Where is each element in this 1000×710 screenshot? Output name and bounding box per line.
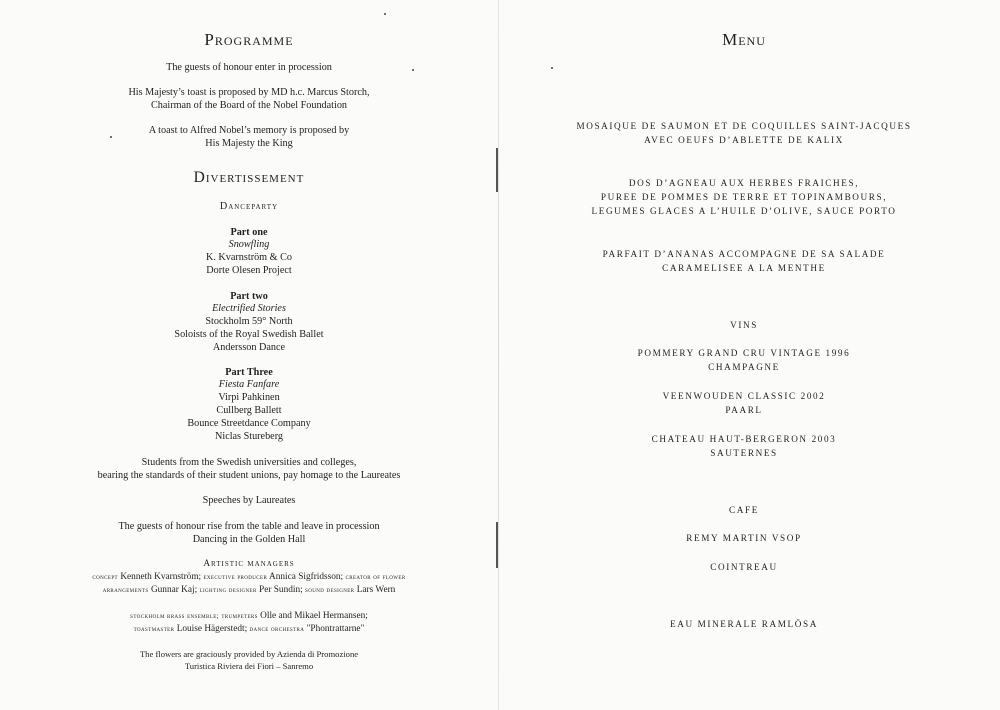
credit-role: toastmaster — [133, 624, 175, 633]
part-title: Snowfling — [228, 239, 270, 250]
part-heading: Part two — [230, 291, 268, 302]
course-line: PARFAIT D’ANANAS ACCOMPAGNE DE SA SALADE — [602, 249, 886, 259]
credit-name: Kenneth Kvarnström; — [120, 572, 202, 582]
credit-role: creator of flower — [345, 572, 406, 581]
course-line: MOSAIQUE DE SAUMON ET DE COQUILLES SAINT-JACQUES — [576, 121, 912, 131]
speeches-text: Speeches by Laureates — [202, 495, 296, 506]
performer: K. Kvarnström & Co — [205, 252, 293, 263]
course-line: DOS D’AGNEAU AUX HERBES FRAICHES, — [628, 178, 860, 188]
students-text: Students from the Swedish universities and colleges, — [141, 457, 357, 468]
part-heading: Part Three — [225, 367, 273, 378]
credit-name: Gunnar Kaj; — [150, 585, 198, 595]
course-line: CARAMELISEE A LA MENTHE — [662, 263, 826, 273]
leave-text: Dancing in the Golden Hall — [192, 534, 306, 545]
flowers-text: The flowers are graciously provided by Azienda di Promozione — [139, 649, 359, 659]
credit-name: Olle and Mikael Hermansen; — [260, 611, 368, 621]
wine-line: CHAMPAGNE — [708, 362, 780, 372]
credit-role: executive producer — [203, 572, 268, 581]
digestif-line: COINTREAU — [710, 562, 778, 572]
credits-line — [0, 623, 498, 636]
wine-line: POMMERY GRAND CRU VINTAGE 1996 — [637, 348, 851, 358]
credits-heading: Artistic managers — [203, 559, 295, 569]
credit-role: concept — [92, 572, 118, 581]
leave-text: The guests of honour rise from the table and leave in procession — [118, 521, 380, 532]
credit-role: sound designer — [305, 585, 355, 594]
toast-line: A toast to Alfred Nobel’s memory is proposed by — [148, 125, 350, 136]
digestif-line: REMY MARTIN VSOP — [686, 533, 802, 543]
cafe-line: CAFE — [729, 505, 759, 515]
part-title: Electrified Stories — [212, 303, 286, 314]
credit-name: Lars Wern — [356, 585, 396, 595]
performer: Cullberg Ballett — [216, 405, 282, 416]
toast-line: His Majesty’s toast is proposed by MD h.c. Marcus Storch, — [128, 87, 370, 98]
wine-line: PAARL — [725, 405, 763, 415]
performer: Dorte Olesen Project — [206, 265, 292, 276]
credit-role: lighting designer — [199, 585, 257, 594]
performer: Stockholm 59° North — [205, 316, 293, 327]
wines-heading: VINS — [730, 320, 758, 330]
menu-title: Menu — [722, 30, 766, 49]
credit-role: dance orchestra — [249, 624, 305, 633]
toast-line: Chairman of the Board of the Nobel Foundation — [150, 100, 348, 111]
programme-page — [0, 0, 498, 710]
water-line: EAU MINERALE RAMLÖSA — [670, 619, 818, 629]
menu-page — [500, 0, 1000, 710]
credits-line — [0, 571, 498, 584]
credit-role: stockholm brass ensemble; trumpeters — [130, 611, 258, 620]
credit-role: arrangements — [102, 585, 149, 594]
performer: Soloists of the Royal Swedish Ballet — [174, 329, 324, 340]
performer: Niclas Stureberg — [215, 431, 283, 442]
students-text: bearing the standards of their student unions, pay homage to the Laureates — [97, 470, 401, 481]
credit-name: Louise Hägerstedt; — [176, 624, 248, 634]
divertissement-title: Divertissement — [193, 169, 305, 186]
credit-name: Per Sundin; — [259, 585, 303, 595]
part-heading: Part one — [230, 227, 268, 238]
toast-line: His Majesty the King — [205, 138, 293, 149]
danceparty-subtitle: Danceparty — [219, 201, 279, 212]
programme-title: Programme — [204, 30, 294, 49]
course-line: PUREE DE POMMES DE TERRE ET TOPINAMBOURS, — [600, 192, 888, 202]
credit-name: "Phontrattarne" — [306, 624, 365, 634]
procession-text: The guests of honour enter in procession — [166, 62, 332, 73]
part-title: Fiesta Fanfare — [218, 379, 280, 390]
performer: Bounce Streetdance Company — [187, 418, 311, 429]
performer: Andersson Dance — [212, 342, 286, 353]
course-line: AVEC OEUFS D’ABLETTE DE KALIX — [644, 135, 844, 145]
performer: Virpi Pahkinen — [218, 392, 280, 403]
credit-name: Annica Sigfridsson; — [269, 572, 344, 582]
wine-line: SAUTERNES — [710, 448, 778, 458]
wine-line: CHATEAU HAUT-BERGERON 2003 — [651, 434, 837, 444]
course-line: LEGUMES GLACES A L’HUILE D’OLIVE, SAUCE PORTO — [591, 206, 897, 216]
flowers-text: Turistica Riviera dei Fiori – Sanremo — [184, 661, 314, 671]
credits-line — [0, 610, 498, 623]
credits-line — [0, 584, 498, 597]
wine-line: VEENWOUDEN CLASSIC 2002 — [662, 391, 826, 401]
